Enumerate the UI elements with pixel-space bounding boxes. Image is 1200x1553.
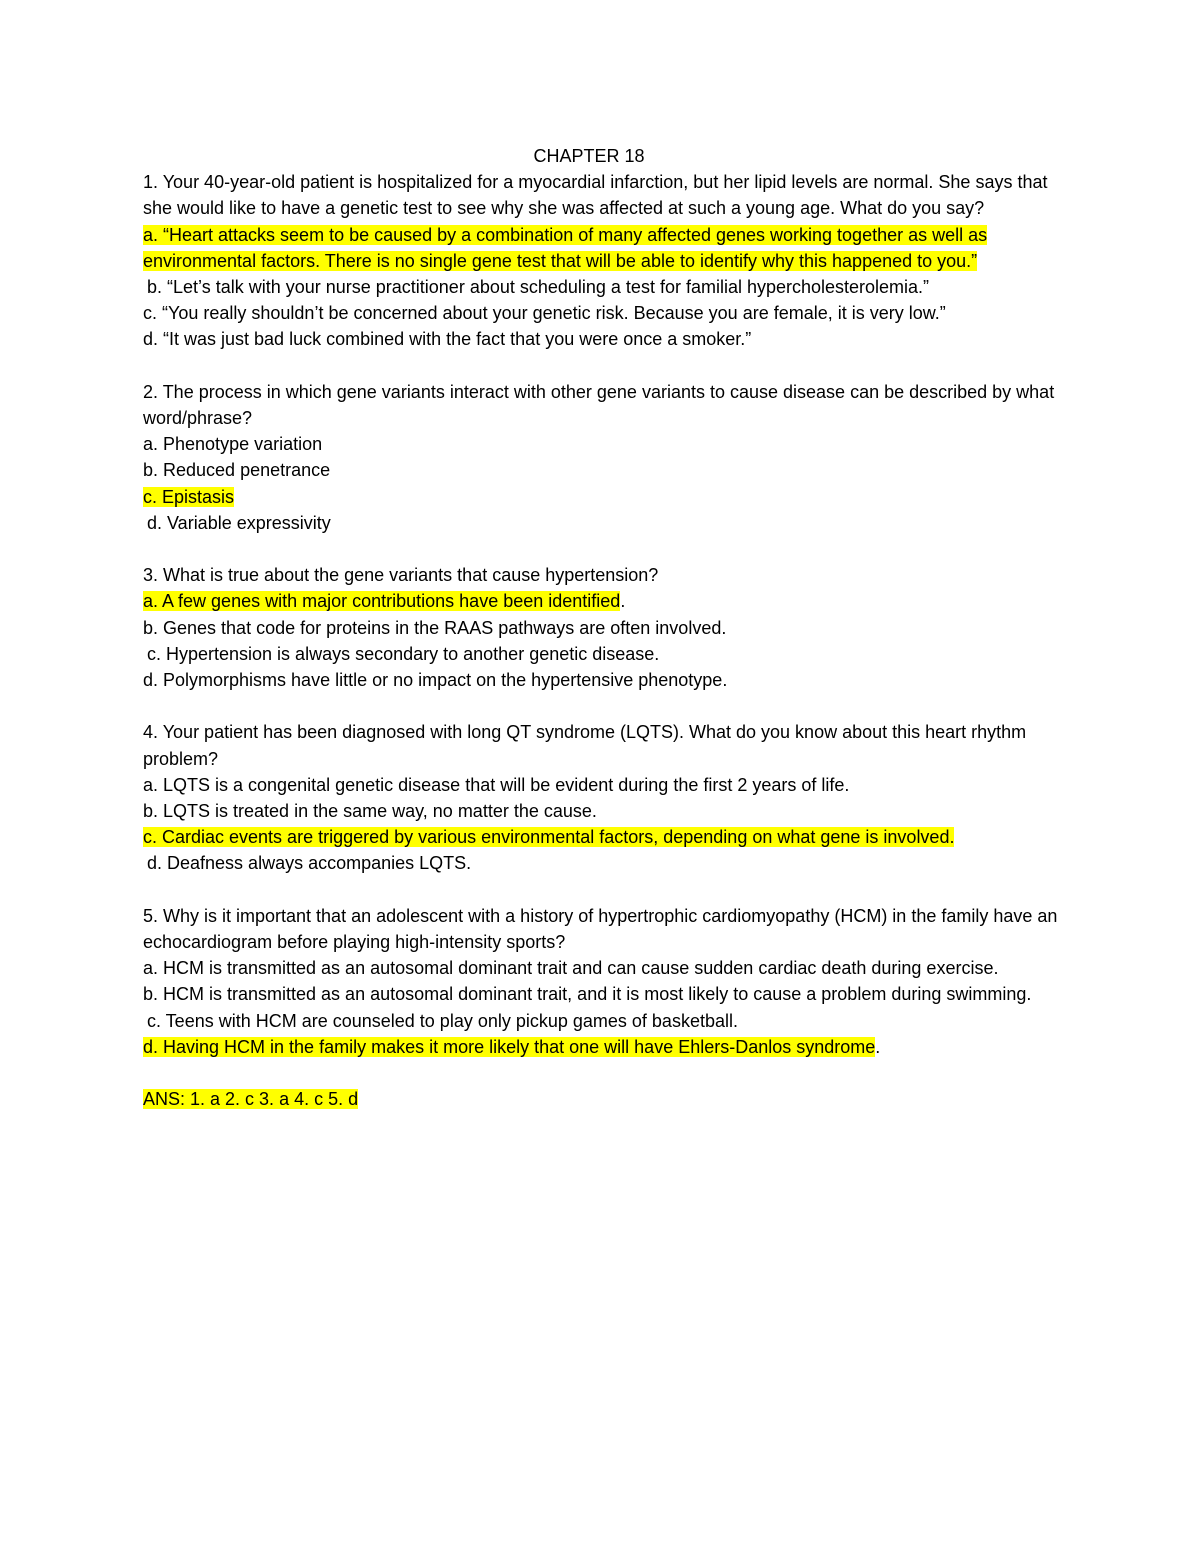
question-1-option-d: d. “It was just bad luck combined with the fact that you were once a smoker.” (143, 329, 752, 350)
trailing-period: . (620, 591, 626, 612)
question-4 (143, 719, 1063, 876)
question-1-option-c: c. “You really shouldn’t be concerned about your genetic risk. Because you are female, it is very low.” (143, 303, 946, 324)
question-2-option-b: b. Reduced penetrance (143, 460, 331, 481)
highlighted-answer: a. A few genes with major contributions have been identified (143, 591, 621, 612)
question-2-option-d: d. Variable expressivity (147, 512, 331, 533)
spacer (143, 353, 1063, 379)
question-5 (143, 903, 1063, 1060)
question-3-option-a (143, 588, 1063, 614)
spacer (143, 1060, 1063, 1086)
question-3-option-b: b. Genes that code for proteins in the RAAS pathways are often involved. (143, 617, 727, 638)
question-3-option-d: d. Polymorphisms have little or no impact on the hypertensive phenotype. (143, 670, 728, 691)
question-2-option-a: a. Phenotype variation (143, 434, 323, 455)
question-3-option-c: c. Hypertension is always secondary to another genetic disease. (147, 643, 660, 664)
answer-key (143, 1086, 1063, 1112)
highlighted-answer: a. “Heart attacks seem to be caused by a combination of many affected genes working together as well as environmental factors. There is no single gene test that will be able to identify why this happened to you.” (143, 224, 988, 271)
question-1 (143, 169, 1063, 352)
question-2 (143, 379, 1063, 536)
question-5-option-a: a. HCM is transmitted as an autosomal dominant trait and can cause sudden cardiac death during exercise. (143, 958, 999, 979)
spacer (143, 536, 1063, 562)
question-1-option-a (143, 222, 1063, 274)
question-1-stem: 1. Your 40-year-old patient is hospitalized for a myocardial infarction, but her lipid levels are normal. She says that she would like to have a genetic test to see why she was affected at such a young age. What do you say? (143, 172, 1048, 219)
highlighted-answer: c. Cardiac events are triggered by various environmental factors, depending on what gene is involved. (143, 827, 955, 848)
question-2-option-c (143, 484, 1063, 510)
question-2-stem: 2. The process in which gene variants interact with other gene variants to cause disease can be described by what word/phrase? (143, 381, 1055, 429)
question-5-stem: 5. Why is it important that an adolescent with a history of hypertrophic cardiomyopathy (HCM) in the family have an echocardiogram before playing high-intensity sports? (143, 905, 1058, 953)
question-4-option-b: b. LQTS is treated in the same way, no matter the cause. (143, 801, 597, 822)
question-4-option-c (143, 824, 1063, 850)
document-body (143, 143, 1063, 1112)
answer-key-text: ANS: 1. a 2. c 3. a 4. c 5. d (143, 1089, 359, 1110)
highlighted-answer: d. Having HCM in the family makes it more likely that one will have Ehlers-Danlos syndrome (143, 1036, 876, 1057)
trailing-period: . (875, 1036, 881, 1057)
chapter-title: CHAPTER 18 (533, 146, 645, 166)
question-5-option-d (143, 1034, 1063, 1060)
question-4-option-a: a. LQTS is a congenital genetic disease that will be evident during the first 2 years of life. (143, 774, 850, 795)
question-3 (143, 562, 1063, 693)
question-5-option-b: b. HCM is transmitted as an autosomal dominant trait, and it is most likely to cause a problem during swimming. (143, 984, 1032, 1005)
question-3-stem: 3. What is true about the gene variants that cause hypertension? (143, 565, 659, 586)
spacer (143, 877, 1063, 903)
question-4-stem: 4. Your patient has been diagnosed with long QT syndrome (LQTS). What do you know about this heart rhythm problem? (143, 722, 1027, 769)
highlighted-answer: c. Epistasis (143, 486, 235, 507)
question-4-option-d: d. Deafness always accompanies LQTS. (147, 853, 472, 874)
question-5-option-c: c. Teens with HCM are counseled to play only pickup games of basketball. (147, 1010, 738, 1031)
question-1-option-b: b. “Let’s talk with your nurse practitioner about scheduling a test for familial hypercholesterolemia.” (147, 277, 930, 298)
spacer (143, 693, 1063, 719)
